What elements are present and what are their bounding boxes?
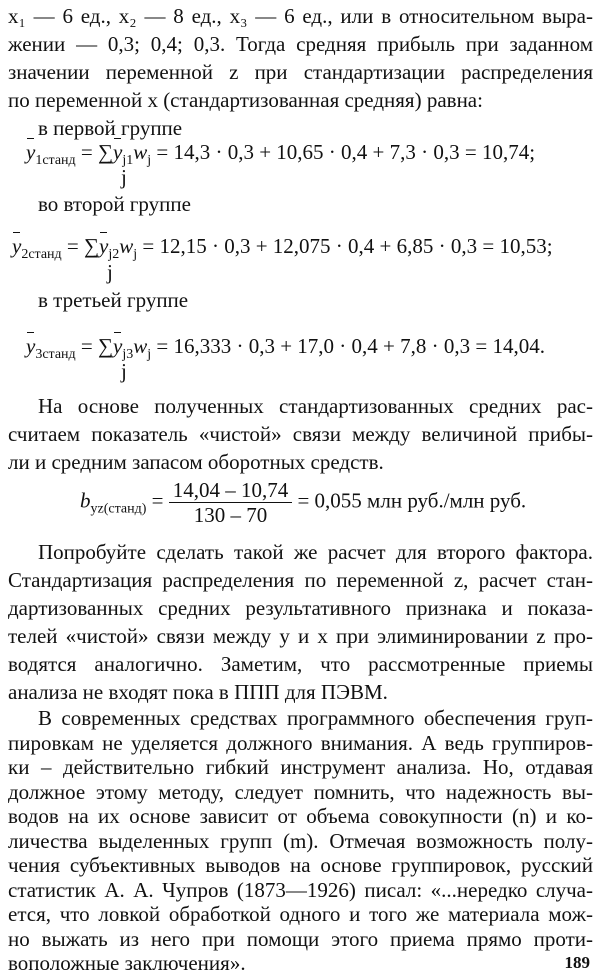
fraction: $\frac{14,04 - 10,74}{130 - 70}$ <box>169 478 293 527</box>
text-line: считаем показатель «чистой» связи между величиной прибы- <box>8 422 593 446</box>
page-number: 189 <box>564 953 590 972</box>
text-line: ли и средним запасом оборотных средств. <box>8 450 384 474</box>
text-line: но выжать из него при помощи этого приема прямо проти- <box>8 926 593 951</box>
formula-group-1: $y_{1станд} = \sum y_{j1}w_j = 14,3 \cdot 0,3 + 10,65 \cdot 0,4 + 7,3 \cdot 0,3 = 10,74$; <box>26 140 536 168</box>
sum-index: j <box>121 165 127 189</box>
group-label: в третьей группе <box>38 288 189 312</box>
text-line: телей «чистой» связи между y и x при элиминировании z про- <box>8 624 593 648</box>
formula-group-3: $y_{3станд} = \sum y_{j3}w_j = 16,333 \cdot 0,3 + 17,0 \cdot 0,4 + 7,8 \cdot 0,3 = 14,04$. <box>26 334 545 362</box>
text-line: жении — 0,3; 0,4; 0,3. Тогда средняя прибыль при заданном <box>8 32 593 56</box>
sum-symbol: ∑ <box>98 334 113 358</box>
text-line: На основе полученных стандартизованных средних рас- <box>38 394 593 418</box>
text-line: водов на их основе зависит от объема совокупности (n) и ко- <box>8 804 593 828</box>
sum-symbol: ∑ <box>84 234 99 258</box>
text-line: ки – действительно гибкий инструмент анализа. Но, отдавая <box>8 755 593 779</box>
text-line: водятся аналогично. Заметим, что рассмотренные приемы <box>8 652 593 676</box>
text-line: чения субъективных выводов на основе группировок, русский <box>8 853 593 877</box>
text-line: ется, что ловкой обработкой одного и того же материала мож- <box>8 902 593 926</box>
text-line: Попробуйте сделать такой же расчет для второго фактора. <box>38 540 593 564</box>
b-formula: $b_{yz(станд)}$ = $\frac{14,04 - 10,74}{130 - 70}$ = 0,055 млн руб./млн руб. <box>80 478 527 527</box>
text-line: статистик А. А. Чупров (1873—1926) писал: «...нередко случа- <box>8 877 593 902</box>
text-line: пировкам не уделяется должного внимания. А ведь группиров- <box>8 730 593 755</box>
text-line: дартизованных средних результативного признака и показа- <box>8 596 593 620</box>
text-line: должное этому методу, следует помнить, что надежность вы- <box>8 779 593 804</box>
text-line: по переменной x (стандартизованная средняя) равна: <box>8 88 483 112</box>
text-line: x₁ — 6 ед., x₂ — 8 ед., x₃ — 6 ед., или в относительном выра- <box>8 4 593 28</box>
group-label: в первой группе <box>38 116 183 140</box>
formula-group-2: $y_{2станд} = \sum y_{j2}w_j = 12,15 \cdot 0,3 + 12,075 \cdot 0,4 + 6,85 \cdot 0,3 = 10,53$; <box>12 234 553 262</box>
text-line: Стандартизация распределения по переменной z, расчет стан- <box>8 568 593 592</box>
sum-index: j <box>121 359 127 383</box>
sum-symbol: ∑ <box>98 140 113 164</box>
text-line: значении переменной z при стандартизации распределения <box>8 60 593 84</box>
group-label: во второй группе <box>38 192 191 216</box>
text-line: анализа не входят пока в ППП для ПЭВМ. <box>8 680 388 704</box>
text-line: воположные заключения». <box>8 951 246 975</box>
text-line: личества выделенных групп (m). Отмечая возможность полу- <box>8 828 593 853</box>
text-line: В современных средствах программного обеспечения груп- <box>38 706 593 730</box>
sum-index: j <box>107 260 113 284</box>
